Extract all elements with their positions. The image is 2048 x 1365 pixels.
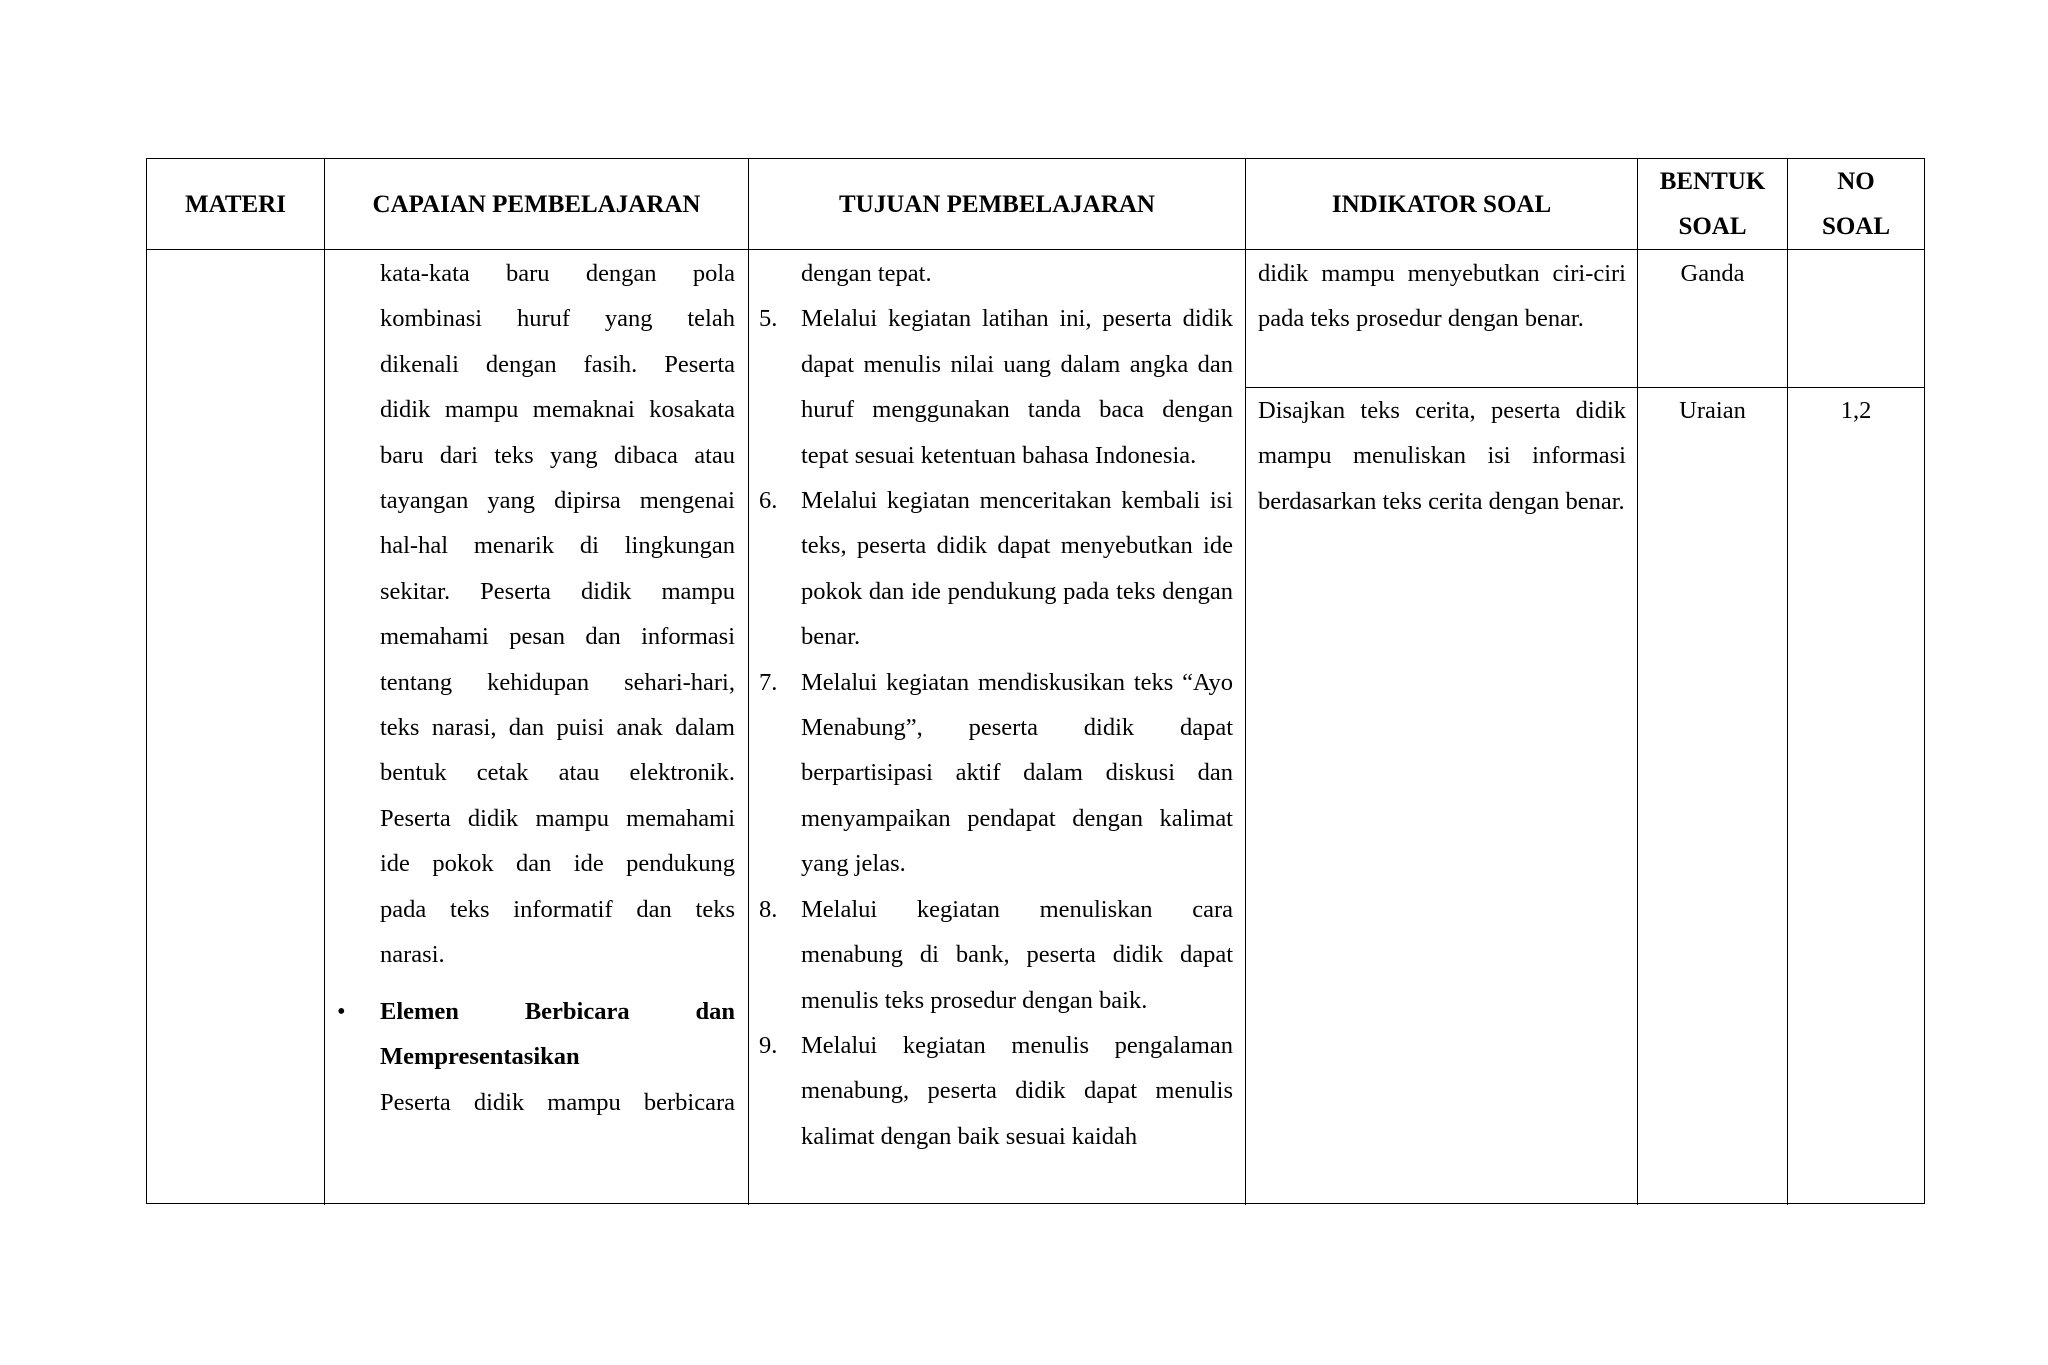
- header-materi: [147, 159, 324, 249]
- capaian-line: kombinasi huruf yang telah: [380, 305, 735, 333]
- header-bentuk-line2: SOAL: [1678, 213, 1747, 240]
- column-divider: [1637, 159, 1638, 1205]
- header-divider: [147, 249, 1924, 250]
- capaian-line: narasi.: [380, 941, 445, 969]
- capaian-line: Peserta didik mampu memahami: [380, 804, 735, 832]
- indikator-text: Disajkan teks cerita, peserta didik mampu menuliskan isi informasi berdasarkan teks cerita dengan benar.: [1258, 397, 1626, 515]
- no-cell-row2: [1788, 388, 1924, 433]
- column-divider: [1245, 159, 1246, 1205]
- element-title-line2: Mempresentasikan: [380, 1043, 580, 1071]
- no-text: 1,2: [1840, 397, 1872, 424]
- element-title-cont: [323, 1034, 735, 1079]
- capaian-line: tayangan yang dipirsa mengenai: [380, 487, 735, 515]
- column-divider: [1787, 159, 1788, 1205]
- bentuk-cell-row1: [1638, 251, 1787, 296]
- tujuan-item: [749, 478, 1233, 660]
- capaian-line: baru dari teks yang dibaca atau: [380, 441, 735, 469]
- header-indikator: [1246, 159, 1637, 249]
- tujuan-item-number: 8.: [759, 895, 778, 923]
- tujuan-item-text: Melalui kegiatan menuliskan cara menabung di bank, peserta didik dapat menulis teks prosedur dengan baik.: [801, 895, 1233, 1014]
- capaian-line: teks narasi, dan puisi anak dalam: [380, 714, 735, 742]
- header-capaian: [325, 159, 748, 249]
- capaian-line: ide pokok dan ide pendukung: [380, 850, 735, 878]
- capaian-line: didik mampu memaknai kosakata: [380, 396, 735, 424]
- tujuan-item: [749, 1023, 1233, 1159]
- header-no: [1788, 159, 1924, 249]
- tujuan-item-number: 5.: [759, 305, 778, 333]
- capaian-line: tentang kehidupan sehari-hari,: [380, 668, 735, 696]
- header-no-line1: NO: [1837, 168, 1875, 195]
- bullet-icon: •: [337, 998, 346, 1025]
- header-bentuk-line1: BENTUK: [1659, 168, 1766, 195]
- tujuan-item-number: 7.: [759, 668, 778, 696]
- tujuan-item-number: 6.: [759, 487, 778, 515]
- tujuan-item-text: Melalui kegiatan mendiskusikan teks “Ayo Menabung”, peserta didik dapat berpartisipasi aktif dalam diskusi dan menyampaikan pendapat dengan kalimat yang jelas.: [801, 668, 1233, 878]
- header-bentuk: [1638, 159, 1787, 249]
- tujuan-item: [749, 660, 1233, 887]
- capaian-line: pada teks informatif dan teks: [380, 895, 735, 923]
- capaian-line: bentuk cetak atau elektronik.: [380, 759, 735, 787]
- capaian-element: [323, 989, 735, 1125]
- element-title-line1: Elemen Berbicara dan: [380, 998, 735, 1025]
- tujuan-item-text: Melalui kegiatan menceritakan kembali isi teks, peserta didik dapat menyebutkan ide pokok dan ide pendukung pada teks dengan benar.: [801, 487, 1233, 651]
- tujuan-item-text: Melalui kegiatan menulis pengalaman menabung, peserta didik dapat menulis kalimat dengan baik sesuai kaidah: [801, 1031, 1233, 1150]
- capaian-line: memahami pesan dan informasi: [380, 623, 735, 651]
- assessment-grid-table: [146, 158, 1925, 1204]
- tujuan-continuation: dengan tepat.: [801, 260, 932, 287]
- tujuan-item: [749, 887, 1233, 1023]
- capaian-line: hal-hal menarik di lingkungan: [380, 532, 735, 560]
- tujuan-cell: [749, 251, 1233, 1159]
- indikator-text: didik mampu menyebutkan ciri-ciri pada teks prosedur dengan benar.: [1258, 260, 1626, 333]
- bentuk-text: Uraian: [1679, 397, 1746, 424]
- capaian-line: kata-kata baru dengan pola: [380, 260, 735, 287]
- tujuan-item-text: Melalui kegiatan latihan ini, peserta didik dapat menulis nilai uang dalam angka dan huruf menggunakan tanda baca dengan tepat sesuai ketentuan bahasa Indonesia.: [801, 305, 1233, 469]
- header-materi-label: MATERI: [185, 190, 286, 218]
- tujuan-item: [749, 296, 1233, 478]
- capaian-line: dikenali dengan fasih. Peserta: [380, 350, 735, 378]
- indikator-cell-row2: [1258, 388, 1626, 524]
- header-indikator-label: INDIKATOR SOAL: [1331, 190, 1552, 218]
- capaian-line: sekitar. Peserta didik mampu: [380, 577, 735, 605]
- element-title: [323, 989, 735, 1034]
- indikator-cell-row1: [1258, 251, 1626, 342]
- header-tujuan: [749, 159, 1245, 249]
- bentuk-cell-row2: [1638, 388, 1787, 433]
- element-text: Peserta didik mampu berbicara: [380, 1088, 735, 1116]
- header-no-line2: SOAL: [1821, 213, 1891, 240]
- capaian-cell: [380, 251, 735, 978]
- bentuk-text: Ganda: [1680, 260, 1745, 287]
- header-tujuan-label: TUJUAN PEMBELAJARAN: [839, 190, 1155, 218]
- header-capaian-label: CAPAIAN PEMBELAJARAN: [372, 190, 701, 218]
- tujuan-item-number: 9.: [759, 1031, 778, 1059]
